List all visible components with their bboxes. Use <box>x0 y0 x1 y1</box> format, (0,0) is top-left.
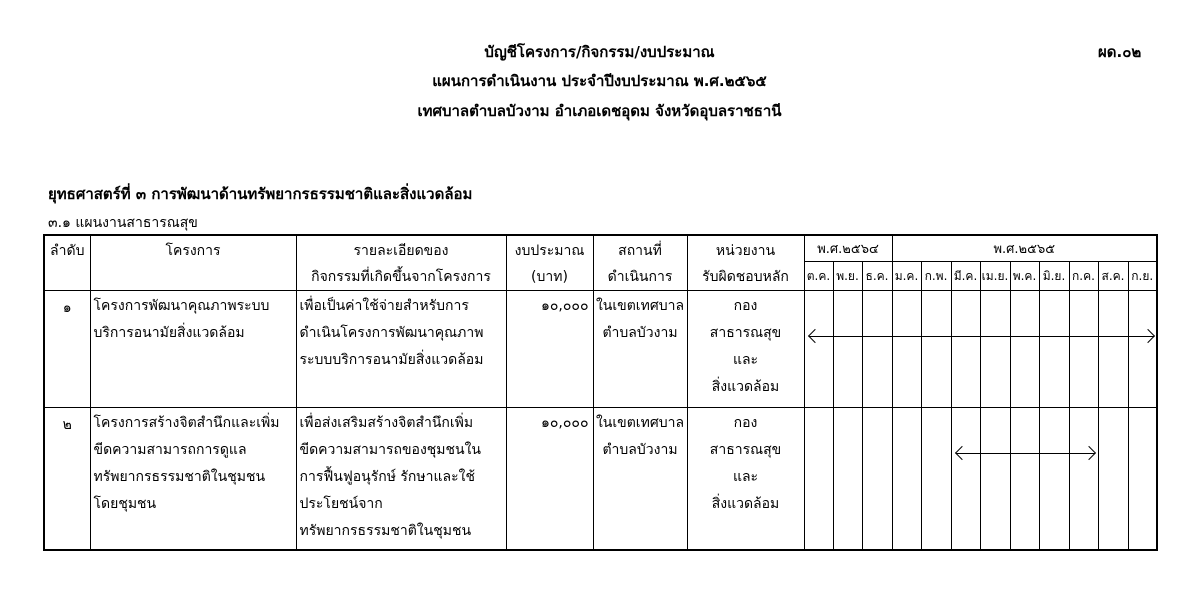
month-cell <box>892 408 921 550</box>
month-cell <box>892 291 921 408</box>
month-cell <box>862 291 892 408</box>
document-title: บัญชีโครงการ/กิจกรรม/งบประมาณ <box>484 43 715 61</box>
month-cell <box>980 291 1010 408</box>
month-header: มี.ค. <box>951 262 980 291</box>
month-header: เม.ย. <box>980 262 1010 291</box>
month-header: ก.ย. <box>1128 262 1157 291</box>
month-header: พ.ค. <box>1010 262 1039 291</box>
col-details-header: รายละเอียดของ กิจกรรมที่เกิดขึ้นจากโครงการ <box>296 235 506 291</box>
arrow-left-head <box>807 329 821 343</box>
strategy-heading: ยุทธศาสตร์ที่ ๓ การพัฒนาด้านทรัพยากรธรรมชาติและสิ่งแวดล้อม <box>48 185 473 203</box>
month-cell <box>951 291 980 408</box>
budget-value: ๑๐,๐๐๐ <box>506 291 593 408</box>
project-name: โครงการพัฒนาคุณภาพระบบ บริการอนามัยสิ่งแวดล้อม <box>90 291 296 408</box>
place: ในเขตเทศบาล ตำบลบัวงาม <box>593 291 687 408</box>
month-header: ก.ค. <box>1069 262 1098 291</box>
month-cell <box>804 408 833 550</box>
organization-line: เทศบาลตำบลบัวงาม อำเภอเดชอุดม จังหวัดอุบลราชธานี <box>417 102 782 120</box>
month-cell <box>862 408 892 550</box>
month-cell <box>1010 408 1039 550</box>
month-header: ส.ค. <box>1098 262 1128 291</box>
month-header: ก.พ. <box>921 262 951 291</box>
month-cell <box>921 291 951 408</box>
col-place-header: สถานที่ ดำเนินการ <box>593 235 687 291</box>
month-header: ม.ค. <box>892 262 921 291</box>
table-row <box>44 291 1157 408</box>
project-name: โครงการสร้างจิตสำนึกและเพิ่ม ขีดความสามารถการดูแล ทรัพยากรธรรมชาติในชุมชน โดยชุมชน <box>90 408 296 550</box>
project-details: เพื่อส่งเสริมสร้างจิตสำนึกเพิ่ม ขีดความสามารถของชุมชนใน การฟื้นฟูอนุรักษ์ รักษาและใช้ ประโยชน์จาก ทรัพยากรธรรมชาติในชุมชน <box>296 408 506 550</box>
month-cell <box>833 291 862 408</box>
year-2564-header: พ.ศ.๒๕๖๔ <box>804 235 892 262</box>
budget-value: ๑๐,๐๐๐ <box>506 408 593 550</box>
col-project-header: โครงการ <box>90 235 296 291</box>
month-cell <box>833 408 862 550</box>
responsible-unit: กอง สาธารณสุข และ สิ่งแวดล้อม <box>687 408 804 550</box>
month-cell <box>1069 408 1098 550</box>
month-cell <box>1010 291 1039 408</box>
month-cell <box>1098 408 1128 550</box>
col-unit-header: หน่วยงาน รับผิดชอบหลัก <box>687 235 804 291</box>
month-cell <box>921 408 951 550</box>
project-details: เพื่อเป็นค่าใช้จ่ายสำหรับการ ดำเนินโครงการพัฒนาคุณภาพ ระบบบริการอนามัยสิ่งแวดล้อม <box>296 291 506 408</box>
month-cell <box>804 291 833 408</box>
month-cell <box>1039 291 1069 408</box>
project-table <box>43 234 1158 551</box>
month-cell <box>980 408 1010 550</box>
row-number: ๒ <box>44 408 90 550</box>
month-header: พ.ย. <box>833 262 862 291</box>
month-cell <box>1098 291 1128 408</box>
form-code: ผด.๐๒ <box>1098 43 1142 61</box>
responsible-unit: กอง สาธารณสุข และ สิ่งแวดล้อม <box>687 291 804 408</box>
table-row <box>44 408 1157 550</box>
col-budget-header: งบประมาณ (บาท) <box>506 235 593 291</box>
month-cell <box>1069 291 1098 408</box>
row-number: ๑ <box>44 291 90 408</box>
month-cell <box>1128 291 1157 408</box>
place: ในเขตเทศบาล ตำบลบัวงาม <box>593 408 687 550</box>
plan-heading: ๓.๑ แผนงานสาธารณสุข <box>48 215 198 231</box>
col-no-header: ลำดับ <box>44 235 90 291</box>
arrow-left-head <box>954 446 968 460</box>
month-header: ต.ค. <box>804 262 833 291</box>
month-cell <box>951 408 980 550</box>
month-header: มิ.ย. <box>1039 262 1069 291</box>
month-cell <box>1039 408 1069 550</box>
month-header: ธ.ค. <box>862 262 892 291</box>
document-subtitle: แผนการดำเนินงาน ประจำปีงบประมาณ พ.ศ.๒๕๖๕ <box>432 72 767 90</box>
month-cell <box>1128 408 1157 550</box>
year-2565-header: พ.ศ.๒๕๖๕ <box>892 235 1157 262</box>
